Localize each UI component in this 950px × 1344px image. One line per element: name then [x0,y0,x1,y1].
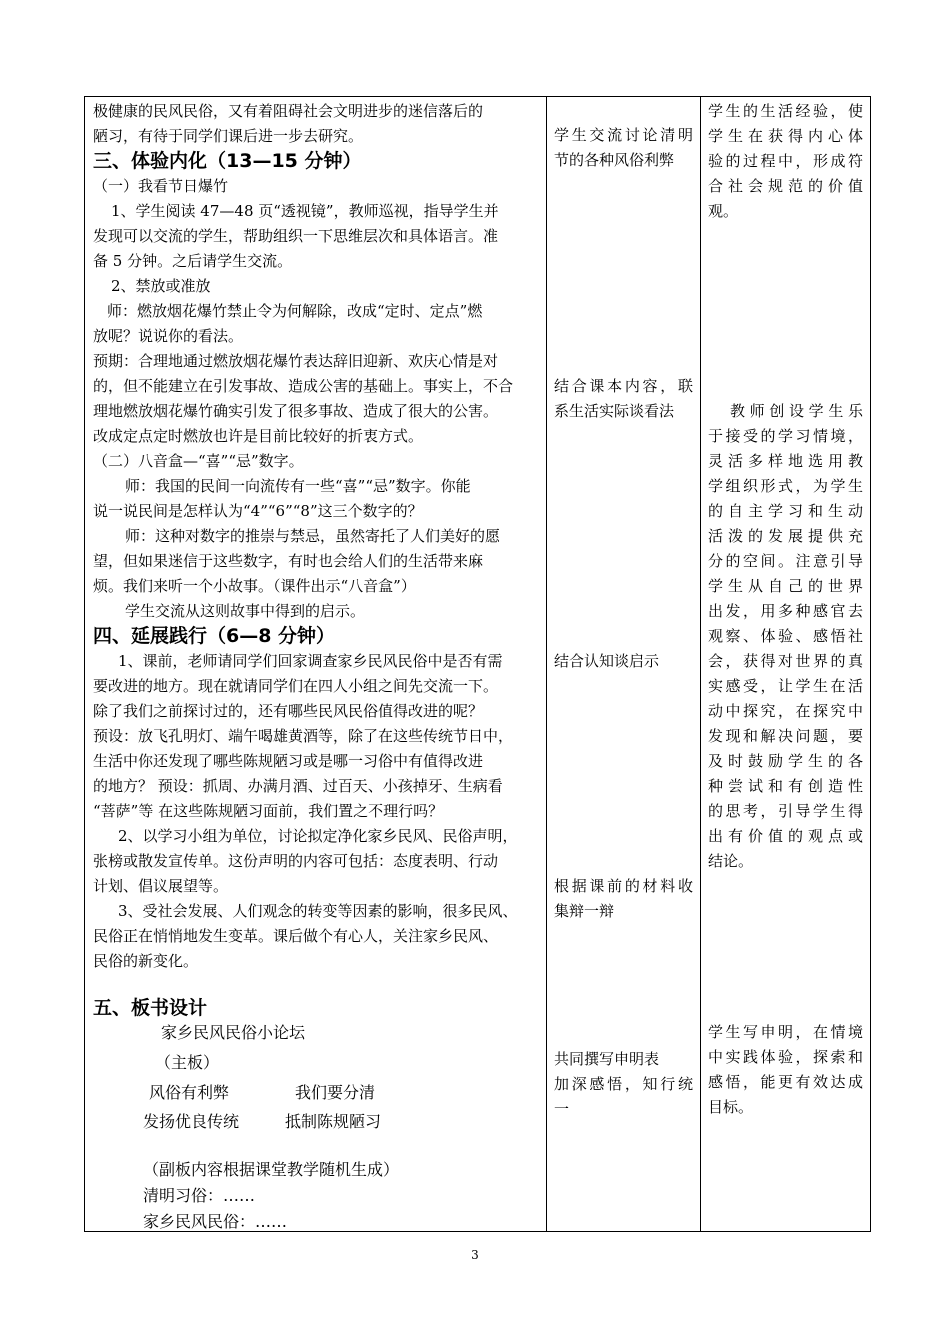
teaching-process-cell [85,97,547,1232]
intent-2-line-12: 实感受，让学生在活 [708,677,863,695]
intent-2-line-13: 动中探究，在探究中 [708,702,863,720]
p3-line-3: 民俗的新变化。 [93,952,199,970]
p3-line-2: 民俗正在悄悄地发生变革。课后做个有心人，关注家乡民风、 [93,927,499,945]
student-exchange-line: 学生交流从这则故事中得到的启示。 [125,602,366,620]
intent-2-line-10: 观察、体验、感悟社 [708,627,863,645]
intent-2-line-1: 教师创设学生乐 [730,402,863,420]
p1-line-1: 1、课前，老师请同学们回家调查家乡民风民俗中是否有需 [118,652,503,670]
section-3-heading: 三、体验内化（13—15 分钟） [93,150,362,172]
intro-line-1: 极健康的民风民俗，又有着阻碍社会文明进步的迷信落后的 [93,102,484,120]
intent-2-line-6: 活泼的发展提供充 [708,527,863,545]
board-row-2-right: 抵制陈规陋习 [285,1112,382,1131]
activity-2-line-2: 系生活实际谈看法 [554,402,675,420]
qingming-customs: 清明习俗：…… [143,1186,256,1205]
activity-3 [554,649,693,674]
p2-line-1: 2、以学习小组为单位，讨论拟定净化家乡民风、民俗声明， [118,827,518,845]
intent-2-line-15: 及时鼓励学生的各 [708,752,863,770]
design-intent-3 [708,1020,863,1120]
item-1-line-1: 1、学生阅读 47—48 页“透视镜”，教师巡视，指导学生并 [111,202,499,220]
item-1-line-2: 发现可以交流的学生，帮助组织一下思维层次和具体语言。准 [93,227,499,245]
intent-3-line-1: 学生写申明，在情境 [708,1023,863,1041]
activity-5-line-3: 一 [554,1100,570,1118]
board-row-2-left: 发扬优良传统 [143,1112,240,1131]
intent-1-line-5: 观。 [708,202,739,220]
preview-line-3: 理地燃放烟花爆竹确实引发了很多事故、造成了很大的公害。 [93,402,499,420]
intent-2-line-7: 分的空间。注意引导 [708,552,863,570]
hometown-customs: 家乡民风民俗：…… [143,1212,288,1231]
p1-line-3: 除了我们之前探讨过的，还有哪些民风民俗值得改进的呢？ [93,702,484,720]
item-2-title: 2、禁放或准放 [111,277,211,295]
design-intent-2 [708,399,863,874]
activity-1-line-1: 学生交流讨论清明 [554,126,693,144]
intro-line-2: 陋习，有待于同学们课后进一步去研究。 [93,127,364,145]
intent-2-line-5: 的自主学习和生动 [708,502,863,520]
activity-1-line-2: 节的各种风俗利弊 [554,151,675,169]
item-1-line-3: 备 5 分钟。之后请学生交流。 [93,252,293,270]
preview-line-2: 的，但不能建立在引发事故、造成公害的基础上。事实上，不合 [93,377,514,395]
intent-3-line-2: 中实践体验，探索和 [708,1048,863,1066]
intent-2-line-17: 的思考，引导学生得 [708,802,863,820]
subsection-music-box: （二）八音盒—“喜”“忌”数字。 [93,452,304,470]
section-4-heading: 四、延展践行（6—8 分钟） [93,625,336,647]
board-row-1-right: 我们要分清 [295,1083,376,1102]
teacher-2-line-1: 师：这种对数字的推崇与禁忌，虽然寄托了人们美好的愿 [125,527,501,545]
preview-line-4: 改成定点定时燃放也许是目前比较好的折衷方式。 [93,427,424,445]
intent-2-line-11: 会，获得对世界的真 [708,652,863,670]
intent-2-line-8: 学生从自己的世界 [708,577,863,595]
activity-4 [554,874,693,924]
p1-line-7: “菩萨”等 在这些陈规陋习面前，我们置之不理行吗？ [93,802,444,820]
p2-line-3: 计划、倡议展望等。 [93,877,229,895]
p1-line-6: 的地方？ 预设：抓周、办满月酒、过百天、小孩掉牙、生病看 [93,777,503,795]
board-title: 家乡民风民俗小论坛 [161,1023,306,1042]
activity-5 [554,1047,693,1122]
intent-1-line-2: 学生在获得内心体 [708,127,863,145]
intent-1-line-1: 学生的生活经验，使 [708,102,863,120]
lesson-plan-table [84,96,871,1232]
teacher-1-line-1: 师：我国的民间一向流传有一些“喜”“忌”数字。你能 [125,477,471,495]
activity-2-line-1: 结合课本内容，联 [554,377,693,395]
design-intent-1 [708,99,863,224]
intent-1-line-3: 验的过程中，形成符 [708,152,863,170]
item-2-line-2: 放呢？说说你的看法。 [93,327,244,345]
intent-2-line-14: 发现和解决问题，要 [708,727,863,745]
student-activity-cell [547,97,701,1232]
intent-1-line-4: 合社会规范的价值 [708,177,863,195]
main-board-label: （主板） [155,1053,220,1072]
intent-2-line-18: 出有价值的观点或 [708,827,863,845]
intent-2-line-16: 种尝试和有创造性 [708,777,863,795]
page-number: 3 [471,1248,479,1262]
intent-2-line-4: 学组织形式，为学生 [708,477,863,495]
p1-line-2: 要改进的地方。现在就请同学们在四人小组之间先交流一下。 [93,677,499,695]
intent-2-line-2: 于接受的学习情境， [708,427,863,445]
intent-2-line-9: 出发，用多种感官去 [708,602,863,620]
item-2-line-1: 师：燃放烟花爆竹禁止令为何解除，改成“定时、定点”燃 [107,302,483,320]
subsection-firecrackers: （一）我看节日爆竹 [93,177,229,195]
activity-4-line-1: 根据课前的材料收 [554,877,693,895]
design-intent-cell [701,97,871,1232]
p3-line-1: 3、受社会发展、人们观念的转变等因素的影响，很多民风、 [118,902,518,920]
intent-2-line-19: 结论。 [708,852,754,870]
p2-line-2: 张榜或散发宣传单。这份声明的内容可包括：态度表明、行动 [93,852,499,870]
board-row-1-left: 风俗有利弊 [149,1083,230,1102]
sub-board-label: （副板内容根据课堂教学随机生成） [143,1160,400,1179]
intent-3-line-4: 目标。 [708,1098,754,1116]
activity-3-line-1: 结合认知谈启示 [554,652,660,670]
activity-5-line-1: 共同撰写申明表 [554,1050,660,1068]
teacher-2-line-2: 望，但如果迷信于这些数字，有时也会给人们的生活带来麻 [93,552,484,570]
section-5-heading: 五、板书设计 [93,997,208,1019]
activity-1 [554,123,693,173]
activity-4-line-2: 集辩一辩 [554,902,615,920]
teacher-2-line-3: 烦。我们来听一个小故事。（课件出示“八音盒”） [93,577,416,595]
p1-line-5: 生活中你还发现了哪些陈规陋习或是哪一习俗中有值得改进 [93,752,484,770]
p1-line-4: 预设：放飞孔明灯、端午喝雄黄酒等，除了在这些传统节日中， [93,727,514,745]
activity-5-line-2: 加深感悟，知行统 [554,1075,693,1093]
intent-3-line-3: 感悟，能更有效达成 [708,1073,863,1091]
intent-2-line-3: 灵活多样地选用教 [708,452,863,470]
activity-2 [554,374,693,424]
preview-line-1: 预期：合理地通过燃放烟花爆竹表达辞旧迎新、欢庆心情是对 [93,352,499,370]
teacher-1-line-2: 说一说民间是怎样认为“4”“6”“8”这三个数字的？ [93,502,423,520]
